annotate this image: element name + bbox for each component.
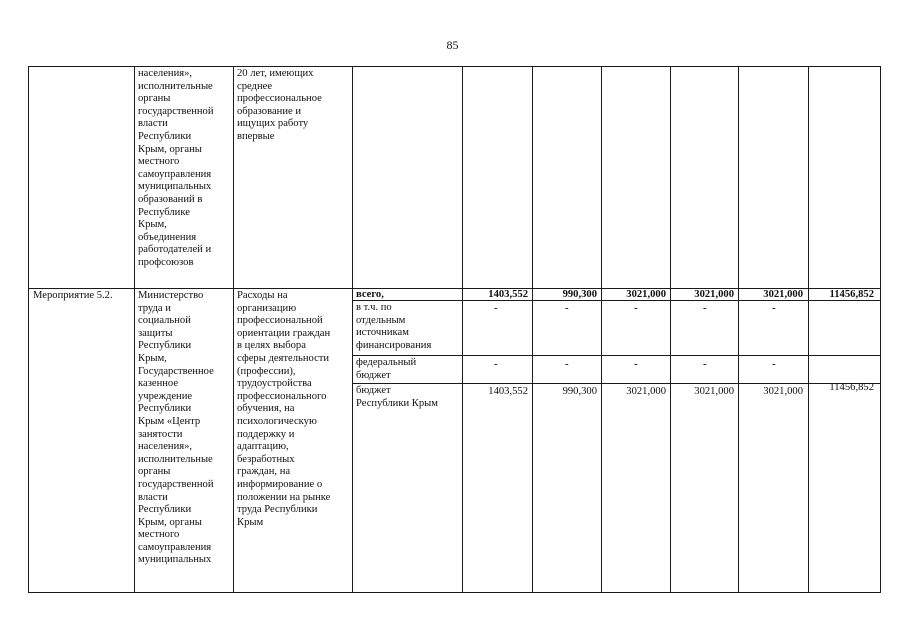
measure-executors: Министерство труда и социальной защиты Республики Крым, Государственное казенное учреждение Республики Крым «Центр занятости населения», исполнительные органы государственной власти Республики Крым, органы местного самоуправления муниципальных [138, 290, 214, 566]
crimea-value-col5: 3021,000 [763, 386, 803, 397]
crimea-value-col2: 990,300 [562, 386, 597, 397]
by-source-dash-col3: - [634, 302, 638, 314]
source-label-total: всего, [356, 289, 384, 300]
federal-dash-col3: - [634, 358, 638, 370]
crimea-value-col1: 1403,552 [488, 386, 528, 397]
page-number: 85 [446, 38, 459, 52]
total-value-col4: 3021,000 [694, 289, 734, 300]
crimea-value-col3: 3021,000 [626, 386, 666, 397]
total-value-col5: 3021,000 [763, 289, 803, 300]
executors-cell-continued: населения», исполнительные органы государственной власти Республики Крым, органы местного самоуправления муниципальных образований в Республике Крым, объединения работодателей и профсоюзов [138, 68, 214, 268]
federal-dash-col1: - [494, 358, 498, 370]
crimea-value-col6: 11456,852 [829, 382, 874, 393]
by-source-dash-col1: - [494, 302, 498, 314]
by-source-dash-col4: - [703, 302, 707, 314]
measure-name: Мероприятие 5.2. [33, 290, 113, 301]
source-label-federal: федеральный бюджет [356, 357, 417, 381]
federal-dash-col4: - [703, 358, 707, 370]
source-label-by-source: в т.ч. по отдельным источникам финансирования [356, 302, 432, 351]
total-value-col1: 1403,552 [488, 289, 528, 300]
description-cell-continued: 20 лет, имеющих среднее профессиональное образование и ищущих работу впервые [237, 68, 322, 142]
total-value-col2: 990,300 [562, 289, 597, 300]
by-source-dash-col5: - [772, 302, 776, 314]
federal-dash-col5: - [772, 358, 776, 370]
total-value-col6: 11456,852 [829, 289, 874, 300]
by-source-dash-col2: - [565, 302, 569, 314]
federal-dash-col2: - [565, 358, 569, 370]
source-label-crimea: бюджет Республики Крым [356, 385, 438, 409]
total-value-col3: 3021,000 [626, 289, 666, 300]
measure-description: Расходы на организацию профессиональной ориентации граждан в целях выбора сферы деятельности (профессии), трудоустройства профессионального обучения, на психологическую поддержку и адаптацию, безработных граждан, на информирование о положении на рынке труда Республики Крым [237, 290, 331, 528]
crimea-value-col4: 3021,000 [694, 386, 734, 397]
